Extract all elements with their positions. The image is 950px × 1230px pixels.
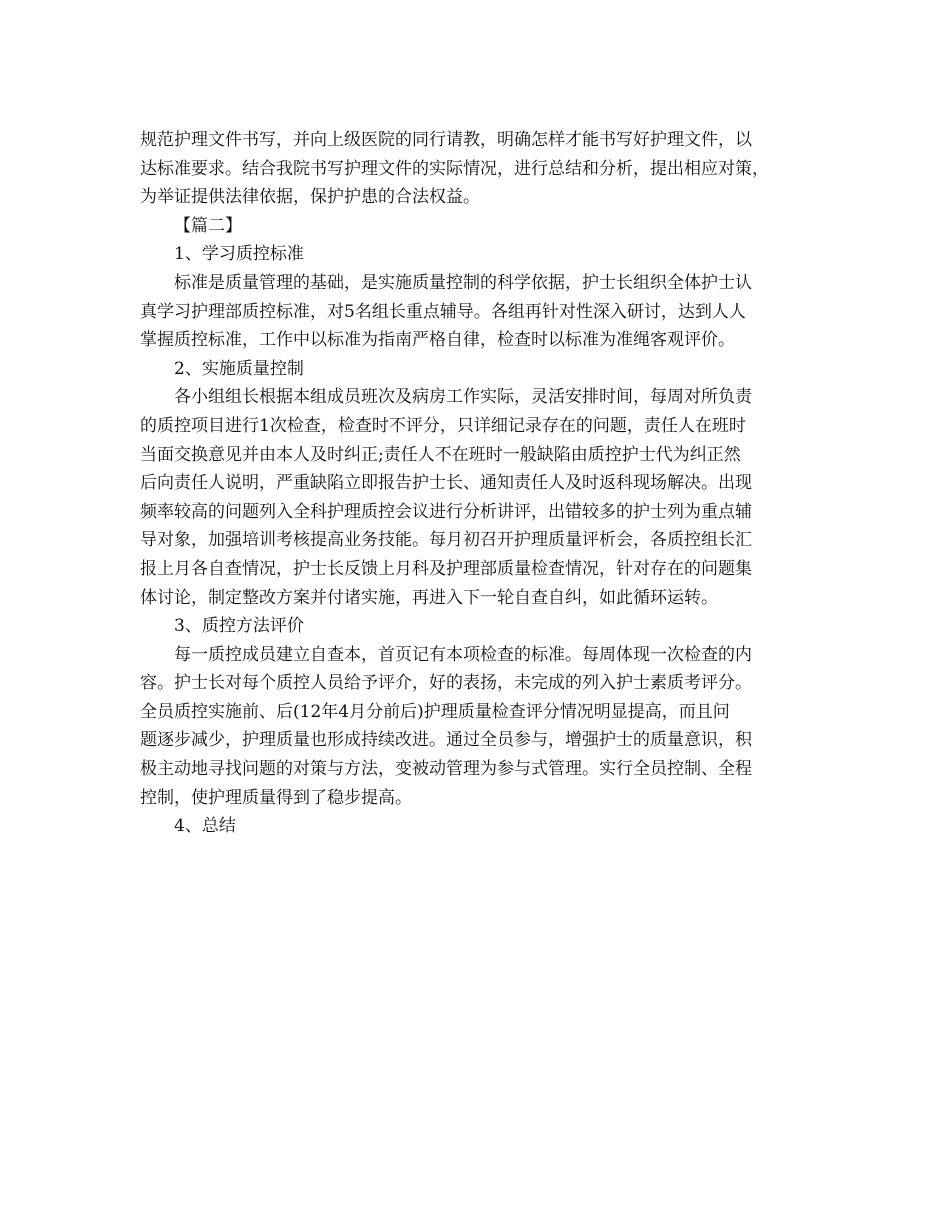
text-line: 各小组组长根据本组成员班次及病房工作实际，灵活安排时间，每周对所负责 [174,387,752,408]
text-line: 容。护士长对每个质控人员给予评介，好的表扬，未完成的列入护士素质考评分。 [140,673,752,694]
text-line: 频率较高的问题列入全科护理质控会议进行分析讲评，出错较多的护士列为重点辅 [140,501,752,522]
text-line: 极主动地寻找问题的对策与方法，变被动管理为参与式管理。实行全员控制、全程 [140,759,752,780]
text-line: 1、学习质控标准 [174,244,304,265]
text-line: 的质控项目进行1次检查，检查时不评分，只详细记录存在的问题，责任人在班时 [140,415,746,436]
text-line: 每一质控成员建立自查本，首页记有本项检查的标准。每周体现一次检查的内 [174,644,752,665]
document-body [140,126,820,841]
text-line: 掌握质控标准，工作中以标准为指南严格自律，检查时以标准为准绳客观评价。 [140,330,735,351]
text-line: 3、质控方法评价 [174,616,304,637]
text-line: 标准是质量管理的基础，是实施质量控制的科学依据，护士长组织全体护士认 [174,272,752,293]
text-line: 导对象，加强培训考核提高业务技能。每月初召开护理质量评析会，各质控组长汇 [140,530,752,551]
text-line: 控制，使护理质量得到了稳步提高。 [140,787,412,808]
text-line: 真学习护理部质控标准，对5名组长重点辅导。各组再针对性深入研讨，达到人人 [140,301,746,322]
text-line: 4、总结 [174,816,236,837]
text-line: 当面交换意见并由本人及时纠正;责任人不在班时一般缺陷由质控护士代为纠正然 [140,444,741,465]
text-line: 2、实施质量控制 [174,358,304,379]
text-line: 后向责任人说明，严重缺陷立即报告护士长、通知责任人及时返科现场解决。出现 [140,473,752,494]
text-line: 规范护理文件书写，并向上级医院的同行请教，明确怎样才能书写好护理文件，以 [140,130,752,150]
text-line: 【篇二】 [174,215,242,236]
text-line: 为举证提供法律依据，保护护患的合法权益。 [140,187,480,208]
text-line: 报上月各自查情况，护士长反馈上月科及护理部质量检查情况，针对存在的问题集 [140,558,752,579]
text-line: 体讨论，制定整改方案并付诸实施，再进入下一轮自查自纠，如此循环运转。 [140,587,718,608]
text-line: 达标准要求。结合我院书写护理文件的实际情况，进行总结和分析，提出相应对策， [140,158,769,179]
text-line: 全员质控实施前、后(12年4月分前后)护理质量检查评分情况明显提高，而且问 [140,701,730,722]
text-line: 题逐步减少，护理质量也形成持续改进。通过全员参与，增强护士的质量意识，积 [140,730,752,751]
